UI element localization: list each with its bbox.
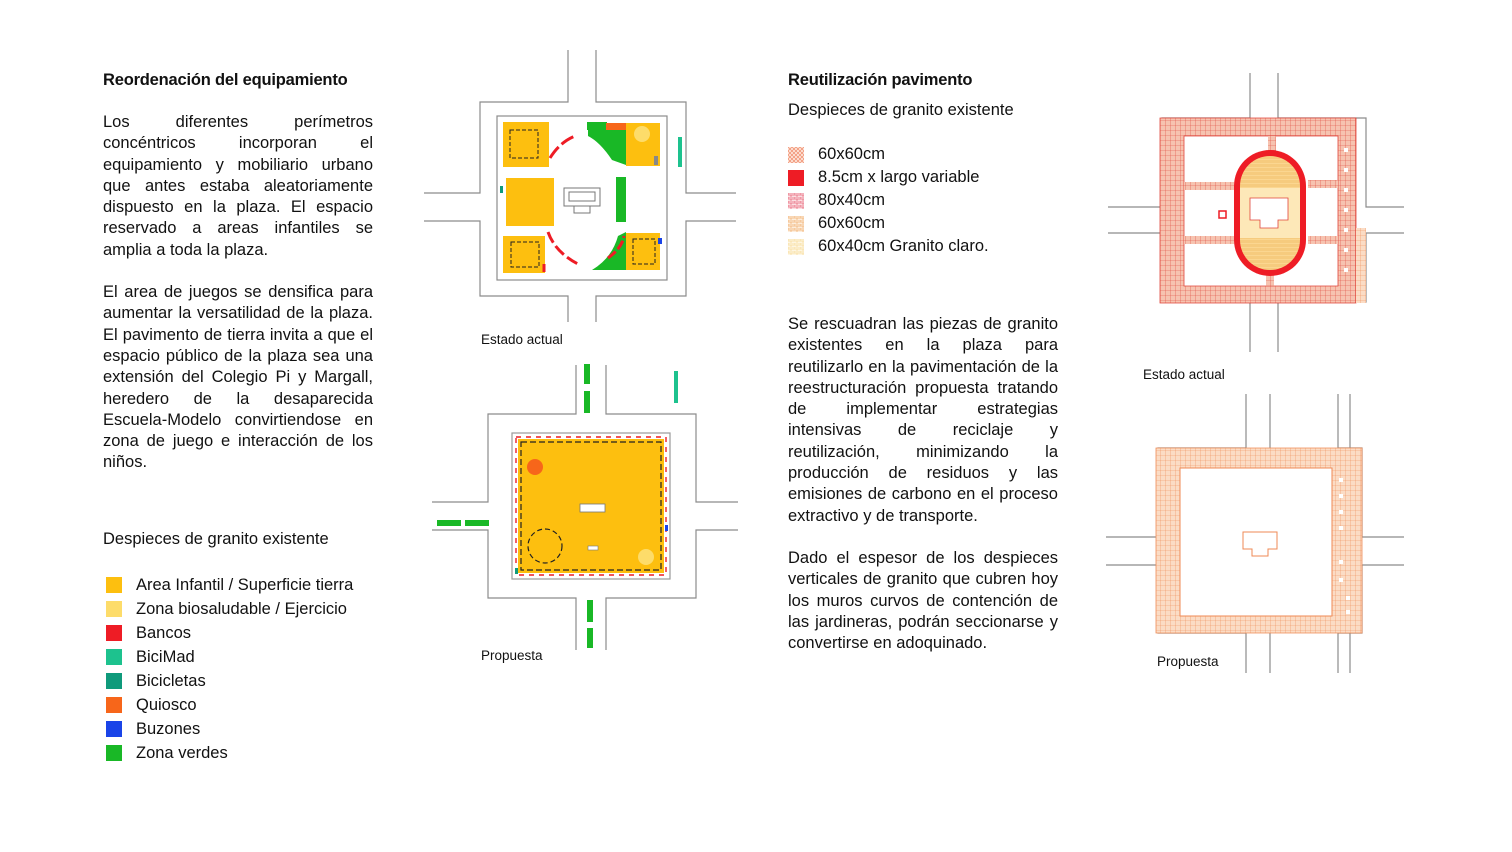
legend-label: Area Infantil / Superficie tierra (136, 575, 354, 594)
legend-label: BiciMad (136, 647, 195, 666)
legend-label: Zona biosaludable / Ejercicio (136, 599, 347, 618)
right-paragraph-1: Se rescuadran las piezas de granito existentes en la plaza para reutilizarlo en la pavimentación de la reestructuración propuesta tratando de implementar estrategias intensivas de reciclaje y reutilización, minimizando la producción de residuos y las emisiones de carbono en el proceso extractivo y de transporte. (788, 315, 1058, 525)
legend-label: Bicicletas (136, 671, 206, 690)
left-paragraph-2: El area de juegos se densifica para aumentar la versatilidad de la plaza. El pavimento de tierra invita a que el espacio público de la plaza sea una extensión del Colegio Pi y Margall, heredero de la desaparecida Escuela-Modelo convirtiendose en zona de juego e interacción de los niños. (103, 283, 373, 472)
legend-label: 80x40cm (818, 191, 885, 209)
legend-label: 60x60cm (818, 214, 885, 232)
left-paragraph-1: Los diferentes perímetros concéntricos incorporan el equipamiento y mobiliario urbano que antes estaba aleatoriamente dispuesto en la plaza. El espacio reservado a areas infantiles se amplia a toda la plaza. (103, 113, 373, 259)
legend-label: 60x60cm (818, 145, 885, 163)
right-bottom-caption: Propuesta (1157, 654, 1219, 669)
left-bottom-caption: Propuesta (481, 648, 543, 663)
right-title: Reutilización pavimento (788, 71, 973, 89)
legend-label: Quiosco (136, 695, 197, 714)
right-top-caption: Estado actual (1143, 367, 1225, 382)
legend-label: 8.5cm x largo variable (818, 168, 980, 186)
right-paragraph-2: Dado el espesor de los despieces verticales de granito que cubren hoy los muros curvos de contención de las jardineras, podrán seccionarse y convertirse en adoquinado. (788, 548, 1058, 653)
right-subtitle: Despieces de granito existente (788, 101, 1014, 119)
legend-label: 60x40cm Granito claro. (818, 237, 989, 255)
left-title: Reordenación del equipamiento (103, 71, 348, 89)
legend-label: Bancos (136, 623, 192, 642)
left-top-caption: Estado actual (481, 332, 563, 347)
left-legend-title: Despieces de granito existente (103, 530, 329, 548)
legend-label: Zona verdes (136, 743, 228, 762)
legend-label: Buzones (136, 719, 201, 738)
